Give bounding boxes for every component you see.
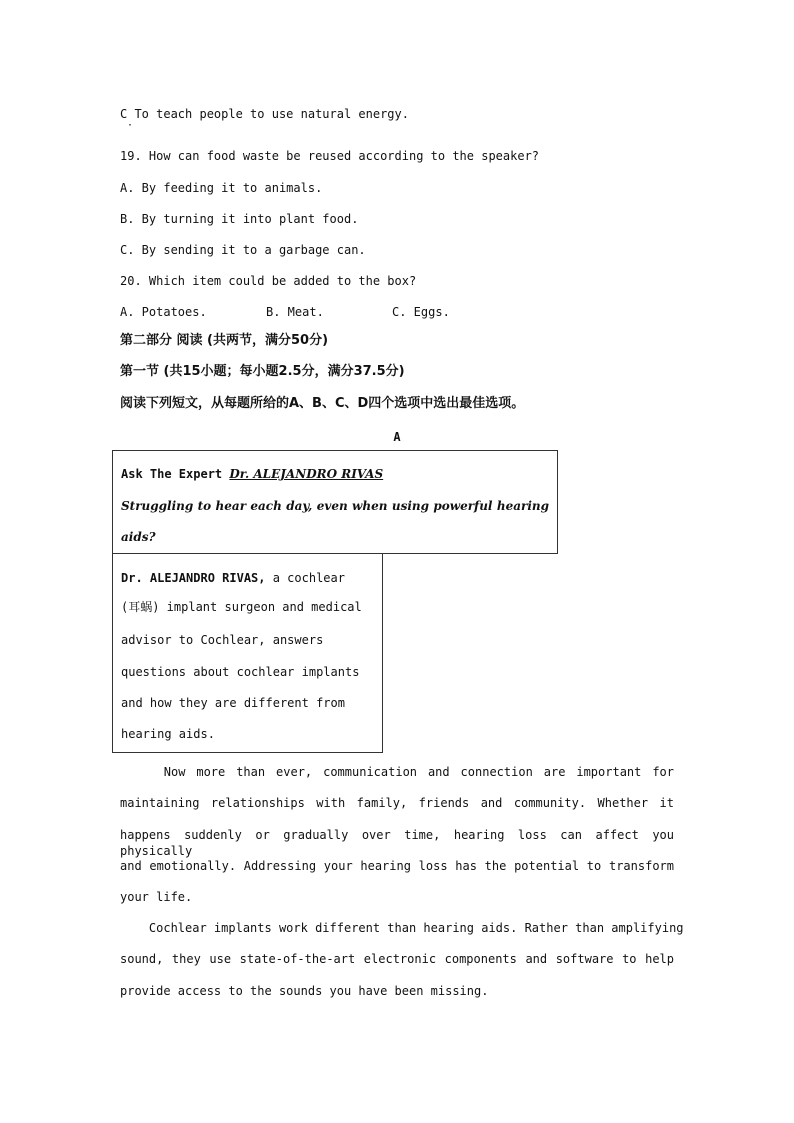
bullet-dot: · xyxy=(127,120,134,131)
previous-option-c: C To teach people to use natural energy. xyxy=(120,107,409,121)
q20-options xyxy=(120,304,450,320)
q19-option-b: B. By turning it into plant food. xyxy=(120,212,359,226)
bio-line4: questions about cochlear implants xyxy=(121,665,360,679)
para1-line1: Now more than ever, communication and connection are important for xyxy=(120,765,674,779)
expert-question-line2: aids? xyxy=(121,530,156,544)
question-20: 20. Which item could be added to the box? xyxy=(120,274,417,288)
q20-option-b: B. Meat. xyxy=(266,305,324,319)
expert-heading xyxy=(121,466,383,482)
bio-box xyxy=(112,554,383,753)
expert-question-line1: Struggling to hear each day, even when using powerful hearing xyxy=(121,499,549,513)
q19-option-a: A. By feeding it to animals. xyxy=(120,181,323,195)
para1-line3: happens suddenly or gradually over time, hearing loss can affect you physically xyxy=(120,828,674,858)
expert-prefix: Ask The Expert xyxy=(121,467,230,481)
bio-line3: advisor to Cochlear, answers xyxy=(121,633,324,647)
instruction: 阅读下列短文，从每题所给的A、B、C、D四个选项中选出最佳选项。 xyxy=(120,396,525,411)
bio-line2: (耳蜗) implant surgeon and medical xyxy=(121,600,362,614)
para2-line2: sound, they use state-of-the-art electronic components and software to help xyxy=(120,952,674,966)
q19-option-c: C. By sending it to a garbage can. xyxy=(120,243,366,257)
q20-option-c: C. Eggs. xyxy=(392,305,450,319)
bio-line1 xyxy=(121,570,345,586)
expert-name: Dr. ALEJANDRO RIVAS xyxy=(229,467,384,481)
para1-line2: maintaining relationships with family, friends and community. Whether it xyxy=(120,796,674,810)
para1-line4: and emotionally. Addressing your hearing loss has the potential to transform xyxy=(120,859,674,873)
bio-line1-rest: a cochlear xyxy=(265,571,345,585)
passage-label: A xyxy=(393,430,401,444)
bio-line6: hearing aids. xyxy=(121,727,215,741)
para2-line1: Cochlear implants work different than hearing aids. Rather than amplifying xyxy=(120,921,684,935)
bio-line5: and how they are different from xyxy=(121,696,345,710)
para1-line5: your life. xyxy=(120,890,193,904)
para2-line3: provide access to the sounds you have been missing. xyxy=(120,984,489,998)
bio-name: Dr. ALEJANDRO RIVAS, xyxy=(121,571,266,585)
question-19: 19. How can food waste be reused according to the speaker? xyxy=(120,149,540,163)
section-subtitle: 第一节 (共15小题；每小题2.5分，满分37.5分) xyxy=(120,364,405,379)
expert-box xyxy=(112,450,558,554)
q20-option-a: A. Potatoes. xyxy=(120,305,207,319)
part-title: 第二部分 阅读 (共两节，满分50分) xyxy=(120,333,329,348)
